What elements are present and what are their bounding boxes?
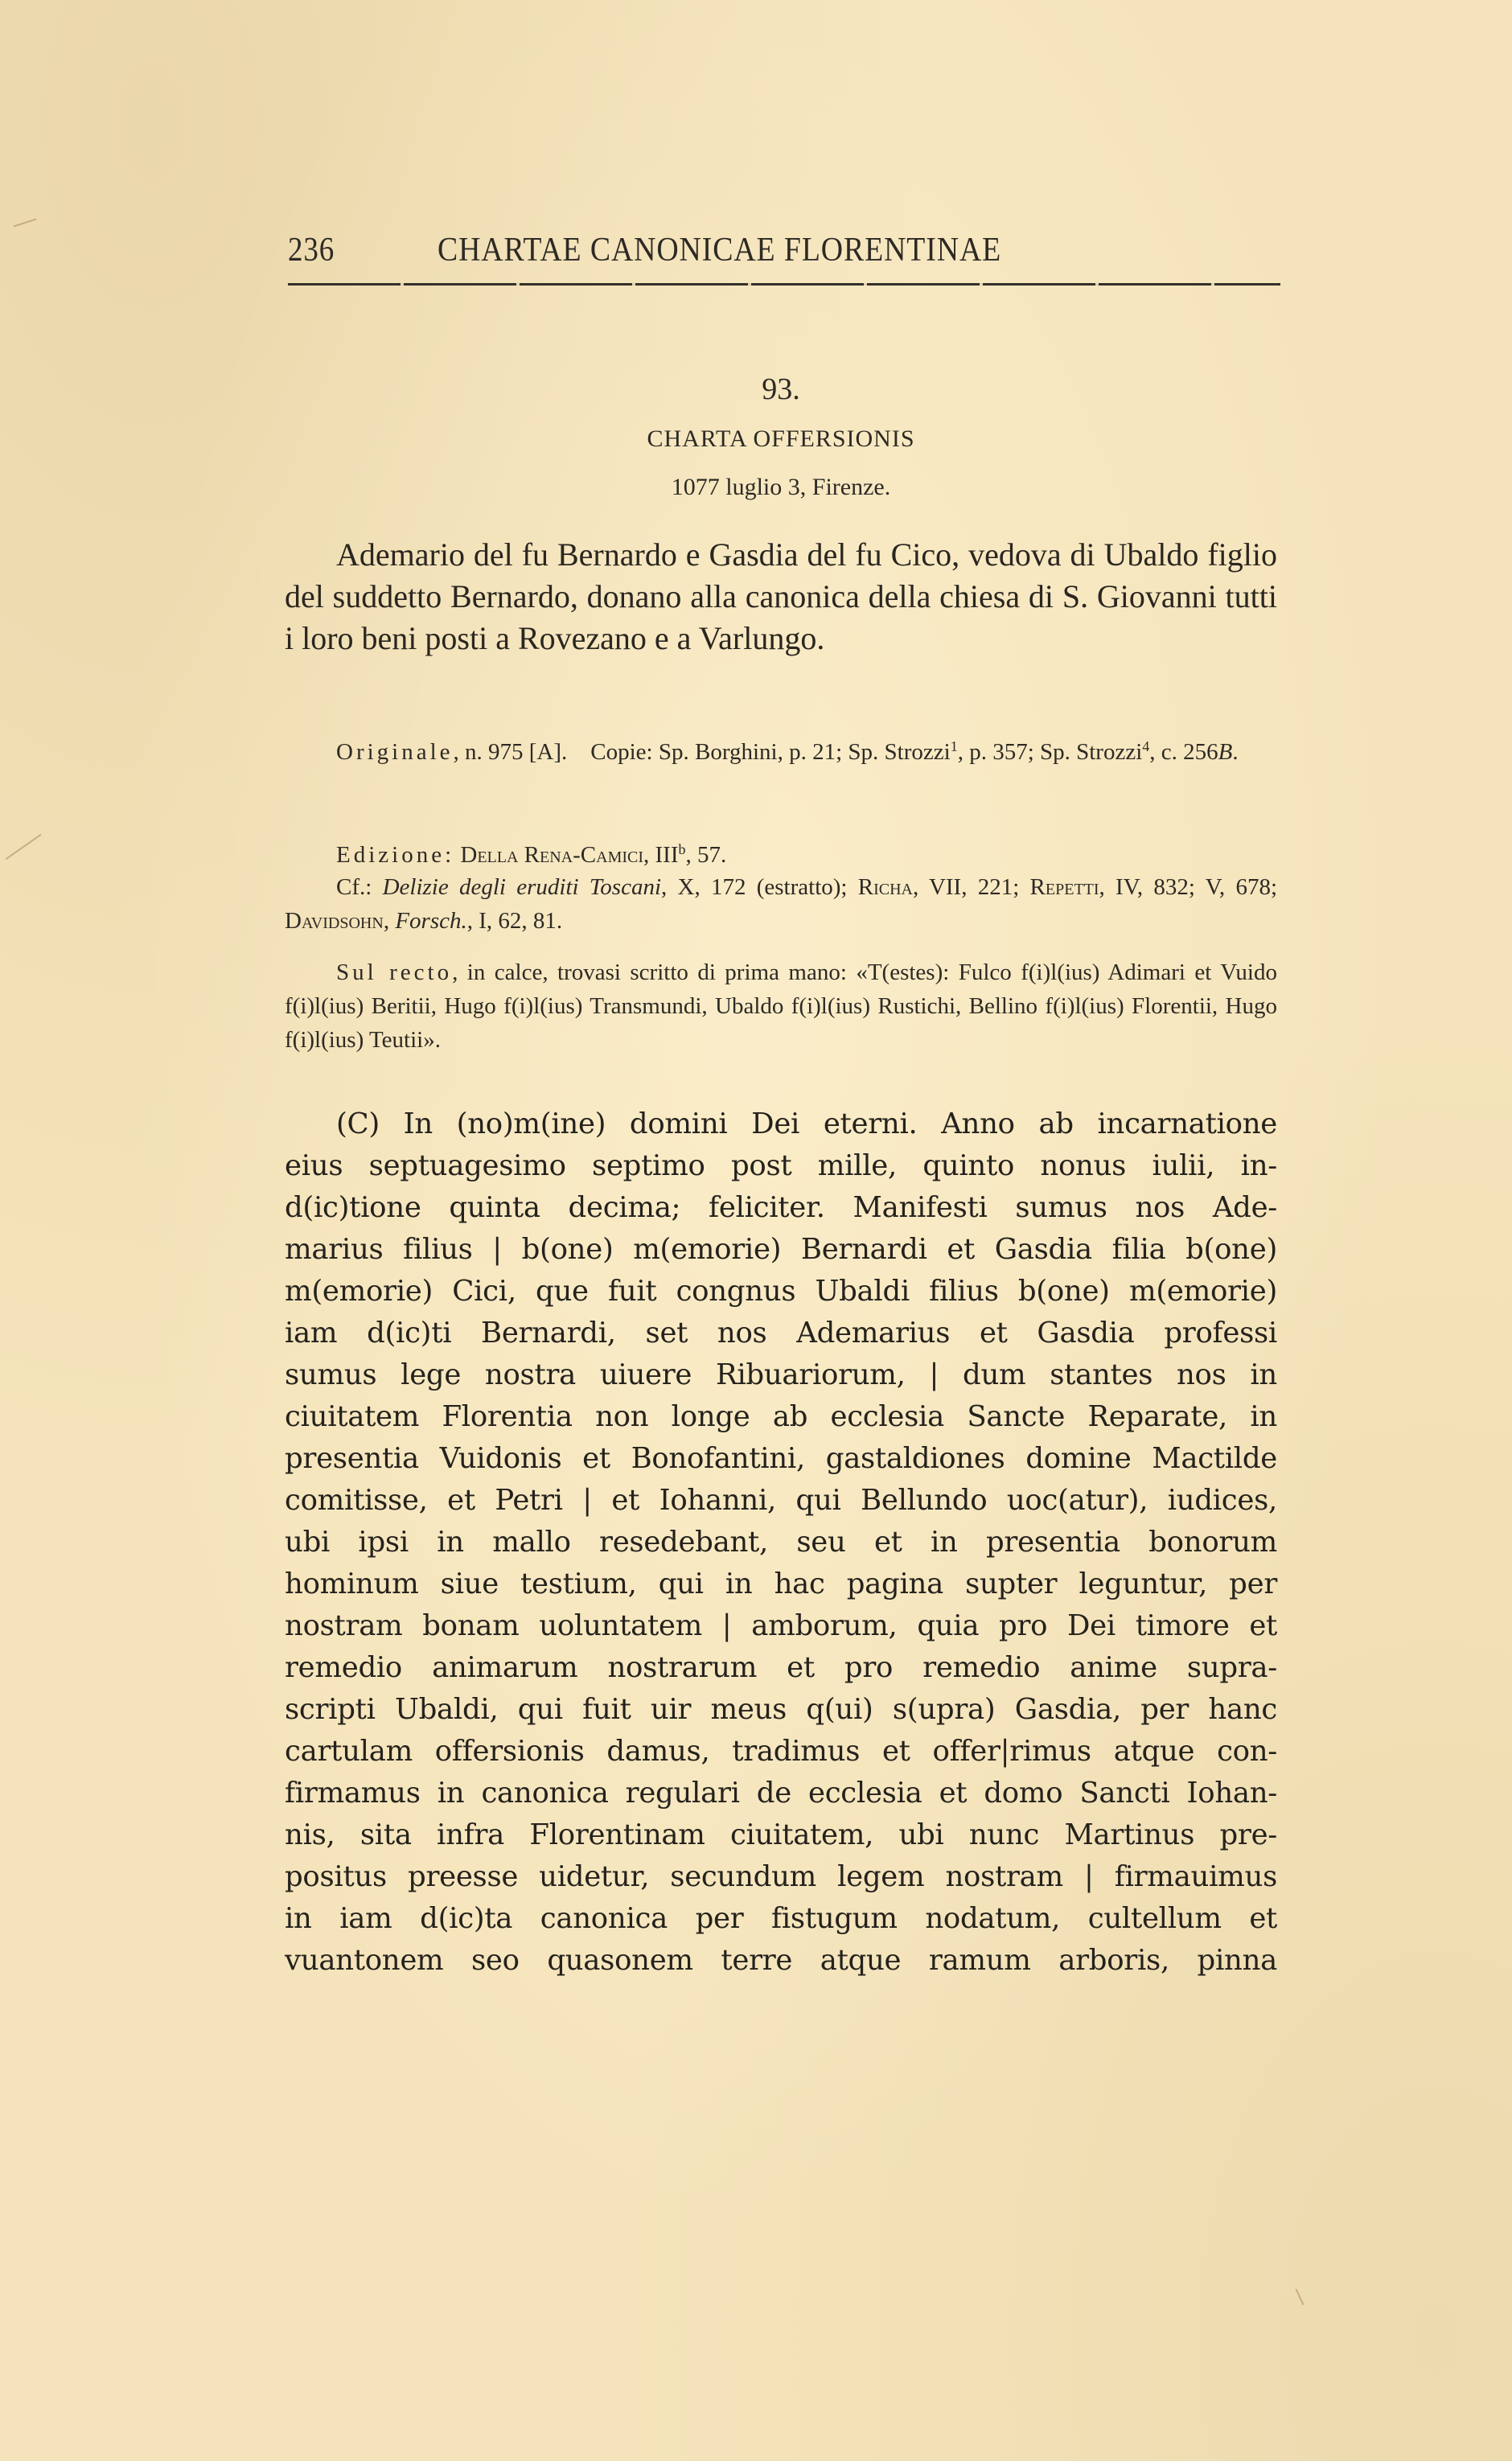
text-line: remedio animarum nostrarum et pro remedio anime supra-: [285, 1651, 1277, 1684]
text-line: ciuitatem Florentia non longe ab ecclesia Sancte Reparate, in: [285, 1400, 1277, 1433]
tradition-label: Originale: [336, 739, 454, 765]
text-line: d(ic)tione quinta decima; feliciter. Manifesti sumus nos Ade-: [285, 1191, 1277, 1224]
running-head: [285, 230, 1282, 270]
copies-ref-italic: B: [1218, 739, 1233, 765]
edition-note: [285, 838, 1277, 872]
copies-ref: , c. 256: [1149, 739, 1218, 765]
original-ref: , n. 975 [A].: [453, 739, 568, 765]
running-title: CHARTAE CANONICAE FLORENTINAE: [438, 232, 1002, 269]
paper-fiber-mark: [1295, 2289, 1304, 2306]
edition-ref-end: , 57.: [685, 842, 727, 868]
cf-ref: , IV, 832; V, 678;: [1099, 874, 1277, 900]
paper-fiber-mark: [13, 218, 36, 227]
text-line: (C) In (no)m(ine) domini Dei eterni. Anno ab incarnatione: [336, 1107, 1277, 1140]
text-line: m(emorie) Cici, que fuit congnus Ubaldi filius b(one) m(emorie): [285, 1275, 1277, 1308]
cf-author: Repetti: [1029, 874, 1099, 900]
text-line: nis, sita infra Florentinam ciuitatem, ubi nunc Martinus pre-: [285, 1818, 1277, 1851]
edition-author: Della Rena-Camici: [460, 842, 644, 868]
cf-work: Delizie degli eruditi Toscani: [382, 874, 662, 900]
document-number: 93.: [762, 372, 800, 406]
text-line: ubi ipsi in mallo resedebant, seu et in presentia bonorum: [285, 1526, 1277, 1559]
text-line: hominum siue testium, qui in hac pagina supter leguntur, per: [285, 1567, 1277, 1600]
punctuation: .: [1232, 739, 1239, 765]
cf-author: Richa: [857, 874, 913, 900]
edition-label: Edizione:: [336, 842, 455, 868]
charter-text: [285, 1103, 1277, 1982]
copies-ref: Sp. Borghini, p. 21; Sp. Strozzi: [652, 739, 951, 765]
edition-ref: , III: [643, 842, 679, 868]
text-line: positus preesse uidetur, secundum legem nostram | firmauimus: [285, 1860, 1277, 1893]
text-line: vuantonem seo quasonem terre atque ramum arboris, pinna: [285, 1944, 1277, 1977]
paper-fiber-mark: [5, 834, 41, 861]
cf-ref: , I, 62, 81.: [466, 908, 563, 934]
text-line: iam d(ic)ti Bernardi, set nos Ademarius et Gasdia professi: [285, 1317, 1277, 1350]
text-line: scripti Ubaldi, qui fuit uir meus q(ui) s(upra) Gasdia, per hanc: [285, 1693, 1277, 1726]
text-line: nostram bonam uoluntatem | amborum, quia pro Dei timore et: [285, 1609, 1277, 1642]
document-date-place: 1077 luglio 3, Firenze.: [671, 474, 891, 500]
page-number: 236: [288, 232, 335, 269]
superscript: b: [678, 841, 686, 857]
cf-author: Davidsohn: [285, 908, 384, 934]
cf-ref: , VII, 221;: [912, 874, 1030, 900]
header-rule: [288, 283, 1280, 286]
recto-label: Sul recto: [336, 959, 453, 985]
recto-note: [285, 955, 1277, 1057]
text-line: comitisse, et Petri | et Iohanni, qui Bellundo uoc(atur), iudices,: [285, 1484, 1277, 1517]
text-line: eius septuagesimo septimo post mille, quinto nonus iulii, in-: [285, 1149, 1277, 1182]
superscript: 4: [1142, 738, 1150, 754]
text-line: presentia Vuidonis et Bonofantini, gastaldiones domine Mactilde: [285, 1442, 1277, 1475]
cf-label: Cf.:: [336, 874, 372, 900]
cf-work: Forsch.: [395, 908, 467, 934]
document-title: CHARTA OFFERSIONIS: [647, 425, 915, 452]
recto-text: , in calce, trovasi scritto di prima mano: «T(estes): Fulco f(i)l(ius) Adimari et Vuido f(i)l(ius) Beritii, Hugo f(i)l(ius) Transmundi, Ubaldo f(i)l(ius) Rustichi, Bellino f(i)l(ius) Florentii, Hugo f(i)l(ius) Teutii».: [285, 959, 1277, 1053]
copies-ref: , p. 357; Sp. Strozzi: [957, 739, 1143, 765]
text-line: sumus lege nostra uiuere Ribuariorum, | dum stantes nos in: [285, 1358, 1277, 1391]
cf-note: [285, 870, 1277, 938]
cf-ref: , X, 172 (estratto);: [661, 874, 858, 900]
text-line: marius filius | b(one) m(emorie) Bernardi et Gasdia filia b(one): [285, 1233, 1277, 1266]
tradition-note: [285, 735, 1277, 769]
text-line: in iam d(ic)ta canonica per fistugum nodatum, cultellum et: [285, 1902, 1277, 1935]
superscript: 1: [950, 738, 958, 754]
punctuation: ,: [383, 908, 396, 934]
text-line: cartulam offersionis damus, tradimus et offer|rimus atque con-: [285, 1735, 1277, 1768]
text-line: firmamus in canonica regulari de ecclesia et domo Sancti Iohan-: [285, 1777, 1277, 1810]
copies-label: Copie:: [590, 739, 653, 765]
regest-summary: Ademario del fu Bernardo e Gasdia del fu Cico, vedova di Ubaldo figlio del suddetto Bernardo, donano alla canonica della chiesa di S. Giovanni tutti i loro beni posti a Rovezano e a Varlungo.: [285, 536, 1277, 656]
